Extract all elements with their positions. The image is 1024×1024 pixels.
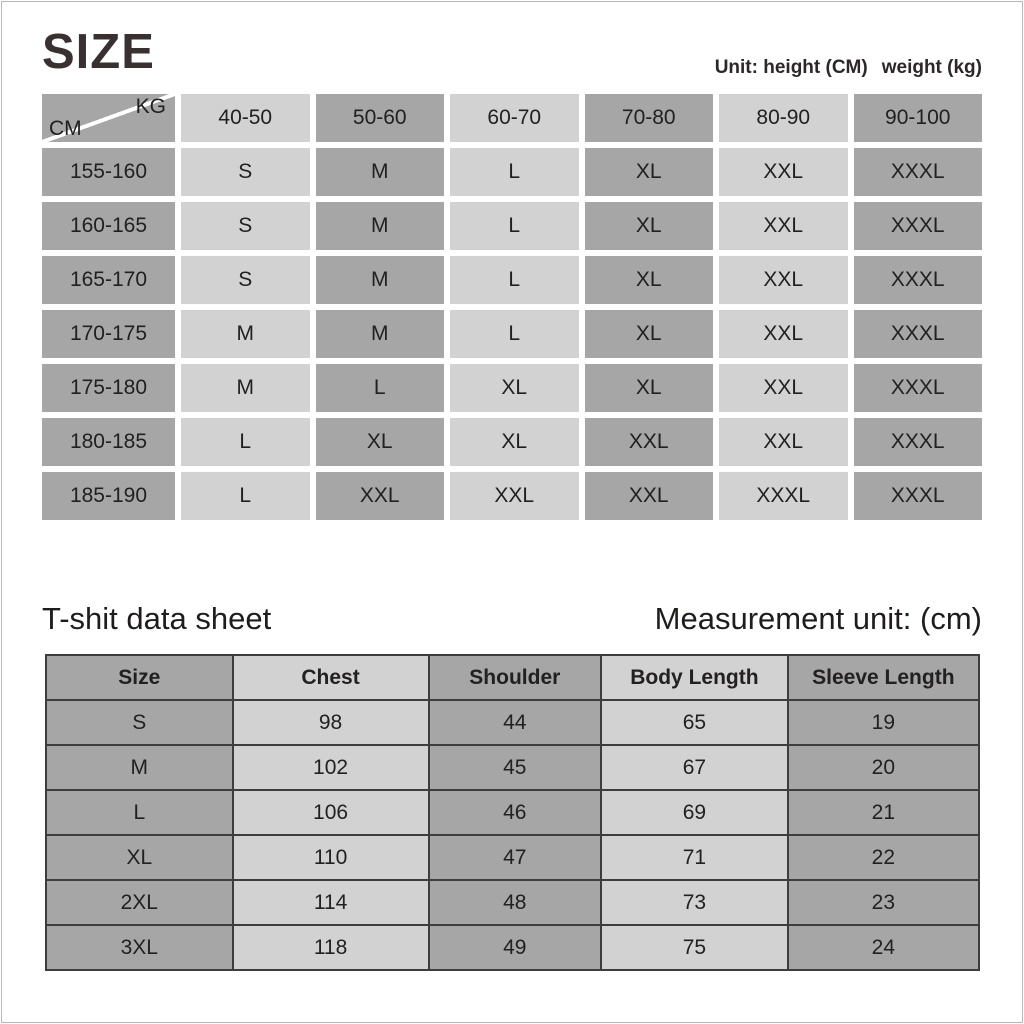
shoulder-value: 48: [429, 880, 602, 925]
table-row: [46, 925, 979, 970]
size-cell: XXL: [719, 202, 848, 250]
table-row: [46, 700, 979, 745]
size-cell: XXXL: [854, 418, 983, 466]
size-cell: L: [316, 364, 445, 412]
column-header-body-length: Body Length: [601, 655, 788, 700]
kg-range-header: 50-60: [316, 94, 445, 142]
size-cell: XXL: [719, 256, 848, 304]
size-value: 3XL: [46, 925, 233, 970]
shoulder-value: 46: [429, 790, 602, 835]
unit-note-weight: weight (kg): [881, 57, 982, 78]
cm-range-header: 160-165: [42, 202, 175, 250]
kg-range-header: 40-50: [181, 94, 310, 142]
chest-value: 98: [233, 700, 429, 745]
size-value: M: [46, 745, 233, 790]
chest-value: 110: [233, 835, 429, 880]
measurement-header-row: [46, 655, 979, 700]
page-title: SIZE: [42, 25, 155, 79]
size-cell: M: [316, 148, 445, 196]
size-matrix-table: [42, 94, 982, 520]
kg-range-header: 60-70: [450, 94, 579, 142]
size-cell: XXXL: [719, 472, 848, 520]
size-cell: XXL: [719, 364, 848, 412]
chest-value: 106: [233, 790, 429, 835]
size-cell: S: [181, 256, 310, 304]
size-value: L: [46, 790, 233, 835]
size-cell: XL: [585, 148, 714, 196]
table-row: [46, 745, 979, 790]
measurement-table: [45, 654, 980, 971]
unit-note: [715, 57, 982, 79]
body-length-value: 75: [601, 925, 788, 970]
column-header-size: Size: [46, 655, 233, 700]
size-cell: L: [181, 472, 310, 520]
size-cell: XL: [450, 418, 579, 466]
size-cell: L: [181, 418, 310, 466]
kg-range-header: 90-100: [854, 94, 983, 142]
kg-range-header: 70-80: [585, 94, 714, 142]
size-cell: M: [181, 364, 310, 412]
size-cell: M: [316, 310, 445, 358]
body-length-value: 69: [601, 790, 788, 835]
cm-range-header: 155-160: [42, 148, 175, 196]
size-cell: XXL: [719, 310, 848, 358]
cm-range-header: 180-185: [42, 418, 175, 466]
cm-range-header: 185-190: [42, 472, 175, 520]
body-length-value: 73: [601, 880, 788, 925]
size-cell: M: [181, 310, 310, 358]
body-length-value: 71: [601, 835, 788, 880]
size-cell: XL: [585, 202, 714, 250]
size-cell: XL: [450, 364, 579, 412]
size-value: 2XL: [46, 880, 233, 925]
table-row: [46, 880, 979, 925]
size-cell: XXL: [719, 418, 848, 466]
size-cell: XL: [585, 364, 714, 412]
table-row: [46, 790, 979, 835]
sleeve-length-value: 24: [788, 925, 979, 970]
chest-value: 118: [233, 925, 429, 970]
data-sheet-header: [42, 601, 982, 637]
size-cell: S: [181, 202, 310, 250]
size-cell: XXL: [585, 418, 714, 466]
size-cell: M: [316, 256, 445, 304]
cm-range-header: 175-180: [42, 364, 175, 412]
sleeve-length-value: 22: [788, 835, 979, 880]
size-cell: S: [181, 148, 310, 196]
sleeve-length-value: 20: [788, 745, 979, 790]
shoulder-value: 44: [429, 700, 602, 745]
chest-value: 102: [233, 745, 429, 790]
cm-range-header: 170-175: [42, 310, 175, 358]
shoulder-value: 45: [429, 745, 602, 790]
data-sheet-title: T-shit data sheet: [42, 601, 272, 636]
body-length-value: 65: [601, 700, 788, 745]
matrix-corner-cell: [42, 94, 175, 142]
size-cell: L: [450, 202, 579, 250]
size-cell: XXL: [719, 148, 848, 196]
size-cell: XXL: [585, 472, 714, 520]
column-header-sleeve-length: Sleeve Length: [788, 655, 979, 700]
size-cell: XXXL: [854, 472, 983, 520]
size-cell: XL: [585, 256, 714, 304]
column-header-shoulder: Shoulder: [429, 655, 602, 700]
cm-range-header: 165-170: [42, 256, 175, 304]
table-row: [46, 835, 979, 880]
measurement-unit-note: Measurement unit: (cm): [654, 601, 982, 636]
size-cell: XXXL: [854, 310, 983, 358]
sleeve-length-value: 21: [788, 790, 979, 835]
size-value: XL: [46, 835, 233, 880]
chest-value: 114: [233, 880, 429, 925]
size-cell: L: [450, 256, 579, 304]
kg-axis-label: KG: [135, 95, 166, 118]
size-cell: XL: [316, 418, 445, 466]
size-value: S: [46, 700, 233, 745]
size-cell: XXL: [450, 472, 579, 520]
size-cell: XXXL: [854, 202, 983, 250]
sleeve-length-value: 23: [788, 880, 979, 925]
size-cell: XL: [585, 310, 714, 358]
size-cell: XXXL: [854, 364, 983, 412]
column-header-chest: Chest: [233, 655, 429, 700]
kg-range-header: 80-90: [719, 94, 848, 142]
cm-axis-label: CM: [49, 117, 82, 140]
sleeve-length-value: 19: [788, 700, 979, 745]
shoulder-value: 47: [429, 835, 602, 880]
shoulder-value: 49: [429, 925, 602, 970]
size-cell: M: [316, 202, 445, 250]
size-cell: XXXL: [854, 256, 983, 304]
size-cell: L: [450, 310, 579, 358]
body-length-value: 67: [601, 745, 788, 790]
size-cell: L: [450, 148, 579, 196]
size-cell: XXXL: [854, 148, 983, 196]
unit-note-height: Unit: height (CM): [714, 57, 868, 78]
size-cell: XXL: [316, 472, 445, 520]
